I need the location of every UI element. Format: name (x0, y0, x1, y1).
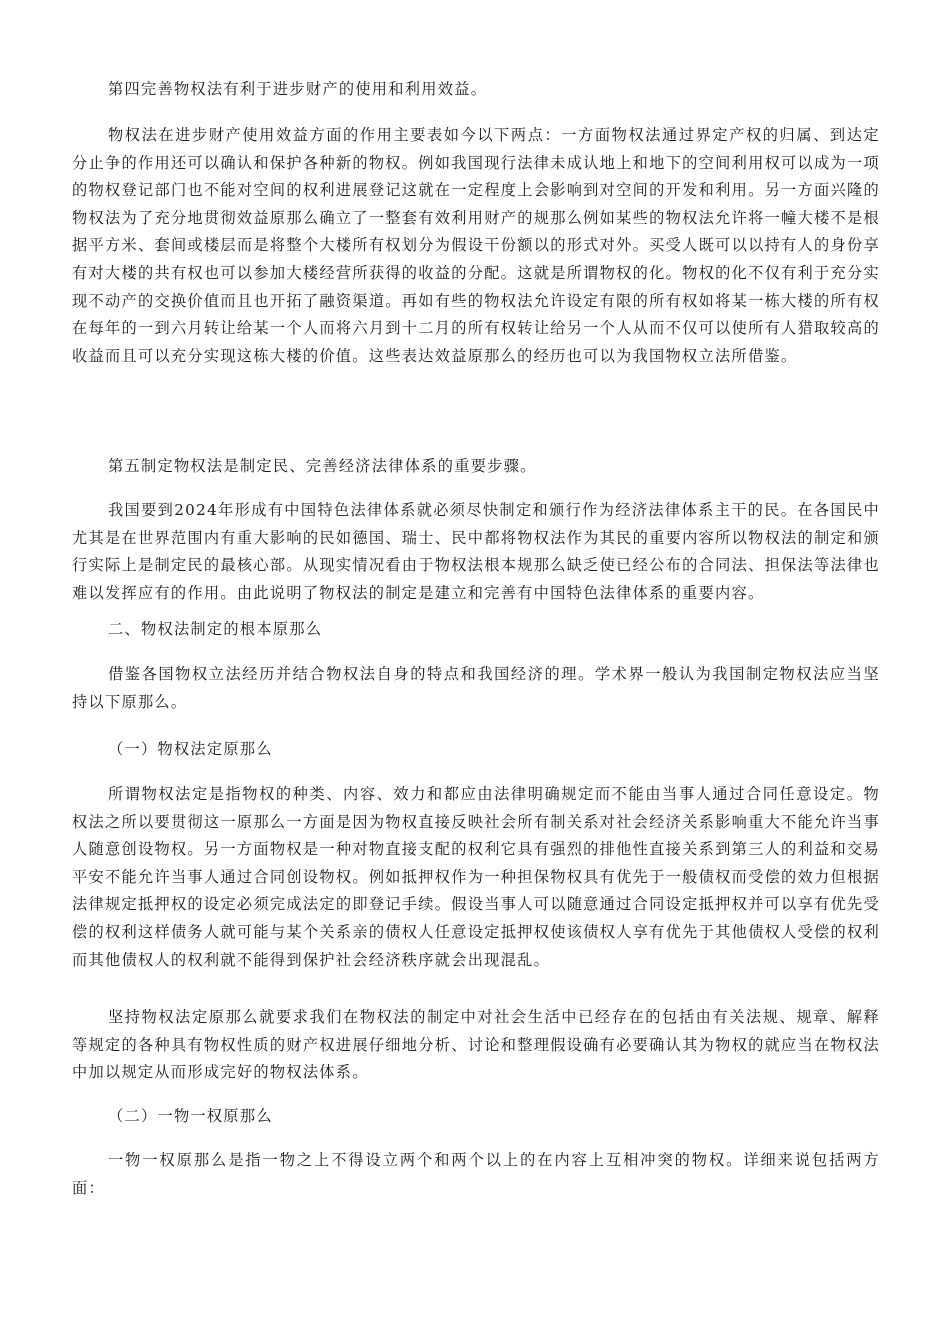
paragraph-legal-system-body: 我国要到2024年形成有中国特色法律体系就必须尽快制定和颁行作为经济法律体系主干的民。在各国民中尤其是在世界范围内有重大影响的民如德国、瑞士、民中都将物权法作为其民的重要内容所以物权法的制定和颁行实际上是制定民的最核心部。从现实情况看由于物权法根本规那么缺乏使已经公布的合同法、担保法等法律也难以发挥应有的作用。由此说明了物权法的制定是建立和完善有中国特色法律体系的重要内容。 (72, 501, 880, 602)
paragraph-legal-principle-requirement: 坚持物权法定原那么就要求我们在物权法的制定中对社会生活中已经存在的包括由有关法规、规章、解释等规定的各种具有物权性质的财产权进展仔细地分析、讨论和整理假设确有必要确认其为物权的就应当在物权法中加以规定从而形成完好的物权法体系。 (72, 1008, 880, 1082)
section-two-heading: 二、物权法制定的根本原那么 (108, 620, 323, 638)
subsection-two-heading: （二）一物一权原那么 (108, 1107, 273, 1125)
subsection-one-heading: （一）物权法定原那么 (108, 740, 273, 758)
paragraph-point-four-title: 第四完善物权法有利于进步财产的使用和利用效益。 (108, 80, 488, 98)
paragraph-principles-intro: 借鉴各国物权立法经历并结合物权法自身的特点和我国经济的理。学术界一般认为我国制定物权法应当坚持以下原那么。 (72, 665, 880, 711)
paragraph-legal-property-body: 所谓物权法定是指物权的种类、内容、效力和都应由法律明确规定而不能由当事人通过合同任意设定。物权法之所以要贯彻这一原那么一方面是因为物权直接反映社会所有制关系对社会经济关系影响重大不能允许当事人随意创设物权。另一方面物权是一种对物直接支配的权利它具有强烈的排他性直接关系到第三人的利益和交易平安不能允许当事人通过合同创设物权。例如抵押权作为一种担保物权具有优先于一般债权而受偿的效力但根据法律规定抵押权的设定必须完成法定的即登记手续。假设当事人可以随意通过合同设定抵押权并可以享有优先受偿的权利这样债务人就可能与某个关系亲的债权人任意设定抵押权使该债权人享有优先于其他债权人受偿的权利而其他债权人的权利就不能得到保护社会经济秩序就会出现混乱。 (72, 785, 880, 969)
paragraph-efficiency-body: 物权法在进步财产使用效益方面的作用主要表如今以下两点：一方面物权法通过界定产权的归属、到达定分止争的作用还可以确认和保护各种新的物权。例如我国现行法律未成认地上和地下的空间利用权可以成为一项的物权登记部门也不能对空间的权利进展登记这就在一定程度上会影响到对空间的开发和利用。另一方面兴隆的物权法为了充分地贯彻效益原那么确立了一整套有效利用财产的规那么例如某些的物权法允许将一幢大楼不是根据平方米、套间或楼层而是将整个大楼所有权划分为假设干份额以的形式对外。买受人既可以以持有人的身份享有对大楼的共有权也可以参加大楼经营所获得的收益的分配。这就是所谓物权的化。物权的化不仅有利于充分实现不动产的交换价值而且也开拓了融资渠道。再如有些的物权法允许设定有限的所有权如将某一栋大楼的所有权在每年的一到六月转让给某一个人而将六月到十二月的所有权转让给另一个人从而不仅可以使所有人猎取较高的收益而且可以充分实现这栋大楼的价值。这些表达效益原那么的经历也可以为我国物权立法所借鉴。 (72, 126, 880, 365)
paragraph-point-five-title: 第五制定物权法是制定民、完善经济法律体系的重要步骤。 (108, 457, 537, 475)
paragraph-one-thing-one-right-body: 一物一权原那么是指一物之上不得设立两个和两个以上的在内容上互相冲突的物权。详细来说包括两方面： (72, 1151, 880, 1197)
